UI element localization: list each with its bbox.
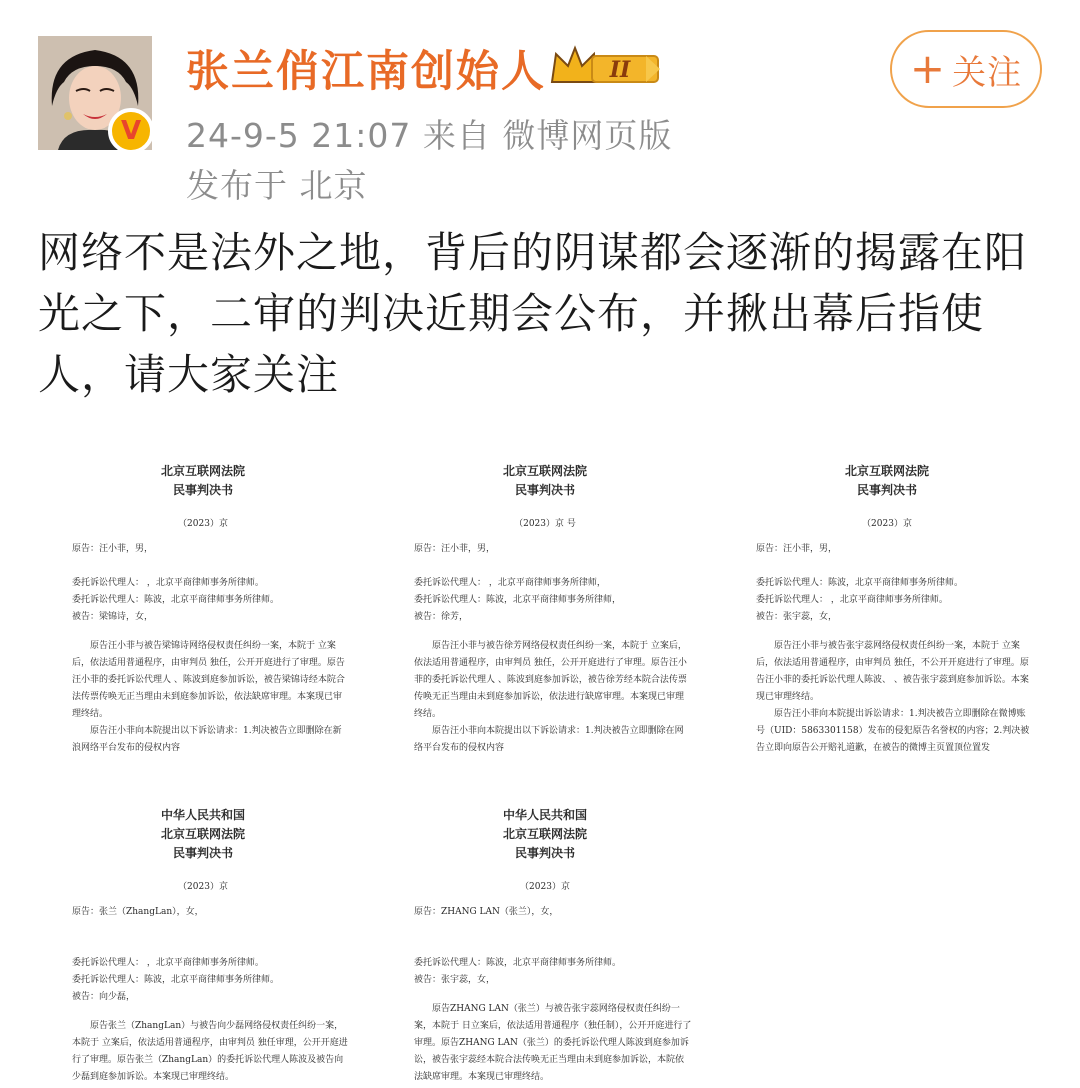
document-paragraph: 原告汪小菲向本院提出以下诉讼请求：1.判决被告立即删除在新浪网络平台发布的侵权内容 — [72, 726, 342, 753]
username[interactable]: 张兰俏江南创始人 — [186, 47, 546, 97]
document-paragraph: 原告汪小菲向本院提出诉讼请求：1.判决被告立即删除在微博账号（UID：5863301158）发布的侵犯原告名誉权的内容；2.判决被告立即向原告公开赔礼道歉，在被告的微博主页置顶位置发 — [756, 709, 1030, 753]
document-heading: 北京互联网法院 — [844, 464, 929, 478]
document-line: 委托诉讼代理人： ，北京平商律师事务所律师。 — [756, 595, 948, 605]
document-line: 委托诉讼代理人： ，北京平商律师事务所律师， — [414, 578, 606, 588]
document-heading: 北京互联网法院 — [502, 827, 587, 841]
level-badge-text: II — [609, 57, 631, 83]
document-heading: 民事判决书 — [172, 483, 233, 497]
document-line: 被告：梁锦诗，女， — [72, 612, 154, 622]
document-line: 委托诉讼代理人：陈波，北京平商律师事务所律师。 — [414, 958, 622, 968]
document-paragraph: 原告汪小菲与被告徐芳网络侵权责任纠纷一案，本院于 立案后，依法适用普通程序，由审判员 独任，公开开庭进行了审理。原告汪小菲的委托诉讼代理人 、陈波到庭参加诉讼，被告徐芳经本院合法传票传唤无正当理由未到庭参加诉讼，依法进行缺席审理。本案现已审理终结。 — [414, 641, 687, 719]
document-line: 委托诉讼代理人： ，北京平商律师事务所律师。 — [72, 578, 264, 588]
document-paragraph: 原告汪小菲与被告梁锦诗网络侵权责任纠纷一案，本院于 立案后，依法适用普通程序，由审判员 独任，公开开庭进行了审理。原告汪小菲的委托诉讼代理人 、陈波到庭参加诉讼，被告梁锦诗经本院合法传票传唤无正当理由未到庭参加诉讼，依法缺席审理。本案现已审理终结。 — [72, 641, 345, 719]
post-text-line: 光之下，二审的判决近期会公布，并揪出幕后指使 — [38, 289, 985, 338]
document-line — [380, 938, 710, 955]
document-case-number: （2023）京 号 — [514, 519, 576, 529]
document-line: 原告：汪小菲，男， — [414, 544, 496, 554]
document-heading: 中华人民共和国 — [502, 808, 587, 822]
document-heading: 民事判决书 — [514, 483, 575, 497]
court-judgment-image[interactable] — [38, 462, 368, 753]
document-line — [38, 558, 368, 575]
court-judgment-image[interactable] — [380, 462, 710, 753]
document-case-number: （2023）京 — [520, 882, 570, 892]
post-location: 发布于 北京 — [186, 166, 368, 205]
document-paragraph: 原告汪小菲与被告张宇蕊网络侵权责任纠纷一案，本院于 立案后，依法适用普通程序，由审判员 独任，不公开开庭进行了审理。原告汪小菲的委托诉讼代理人陈波、 、被告张宇蕊到庭参加诉讼。本案现已审理终结。 — [756, 641, 1029, 702]
document-line — [380, 558, 710, 575]
document-line — [380, 921, 710, 938]
post-text — [38, 222, 1048, 405]
document-case-number: （2023）京 — [178, 519, 228, 529]
document-heading: 北京互联网法院 — [160, 827, 245, 841]
document-line — [38, 938, 368, 955]
document-line: 委托诉讼代理人：陈波，北京平商律师事务所律师。 — [72, 595, 280, 605]
document-line: 原告：汪小菲，男， — [72, 544, 154, 554]
document-line: 委托诉讼代理人：陈波，北京平商律师事务所律师。 — [72, 975, 280, 985]
verified-badge-icon: V — [108, 108, 154, 154]
crown-icon — [548, 42, 664, 90]
document-case-number: （2023）京 — [178, 882, 228, 892]
document-line: 委托诉讼代理人：陈波，北京平商律师事务所律师， — [414, 595, 622, 605]
document-line: 原告：ZHANG LAN（张兰），女， — [414, 907, 559, 917]
document-heading: 民事判决书 — [856, 483, 917, 497]
document-line: 原告：张兰（ZhangLan），女， — [72, 907, 204, 917]
court-judgment-image[interactable] — [380, 806, 710, 1086]
post-text-line: 网络不是法外之地，背后的阴谋都会逐渐的揭露在阳 — [38, 228, 1028, 277]
document-paragraph: 原告汪小菲向本院提出以下诉讼请求：1.判决被告立即删除在网络平台发布的侵权内容 — [414, 726, 684, 753]
document-line: 被告：张宇蕊，女， — [756, 612, 838, 622]
document-line: 委托诉讼代理人：陈波，北京平商律师事务所律师。 — [756, 578, 964, 588]
document-heading: 中华人民共和国 — [160, 808, 245, 822]
court-judgment-image[interactable] — [38, 806, 368, 1086]
post-timestamp-source: 24-9-5 21:07 来自 微博网页版 — [186, 116, 673, 155]
document-line: 被告：张宇蕊，女， — [414, 975, 496, 985]
document-heading: 北京互联网法院 — [160, 464, 245, 478]
document-heading: 民事判决书 — [514, 846, 575, 860]
post-text-line: 人，请大家关注 — [38, 350, 340, 399]
document-heading: 民事判决书 — [172, 846, 233, 860]
document-line: 委托诉讼代理人： ，北京平商律师事务所律师。 — [72, 958, 264, 968]
document-heading: 北京互联网法院 — [502, 464, 587, 478]
court-judgment-image[interactable] — [722, 462, 1052, 753]
level-badge-icon[interactable] — [548, 42, 664, 90]
document-case-number: （2023）京 — [862, 519, 912, 529]
document-line: 原告：汪小菲，男， — [756, 544, 838, 554]
follow-label: 关注 — [952, 52, 1023, 93]
document-line — [722, 558, 1052, 575]
follow-button[interactable] — [890, 30, 1042, 108]
document-paragraph: 原告张兰（ZhangLan）与被告向少磊网络侵权责任纠纷一案，本院于 立案后，依法适用普通程序，由审判员 独任审理，公开开庭进行了审理。原告张兰（ZhangLan）的委托诉讼代理人陈波及被告向少磊到庭参加诉讼。本案现已审理终结。 — [72, 1021, 348, 1082]
plus-icon: + — [909, 44, 947, 93]
document-line: 被告：向少磊， — [72, 992, 136, 1002]
document-line — [38, 921, 368, 938]
document-line: 被告：徐芳， — [414, 612, 469, 622]
document-paragraph: 原告ZHANG LAN（张兰）与被告张宇蕊网络侵权责任纠纷一案，本院于 日立案后，依法适用普通程序（独任制），公开开庭进行了审理。原告ZHANG LAN（张兰）的委托诉讼代理人陈波到庭参加诉讼，被告张宇蕊经本院合法传唤无正当理由未到庭参加诉讼，本院依法缺席审理。本案现已审理终结。 — [414, 1004, 692, 1082]
